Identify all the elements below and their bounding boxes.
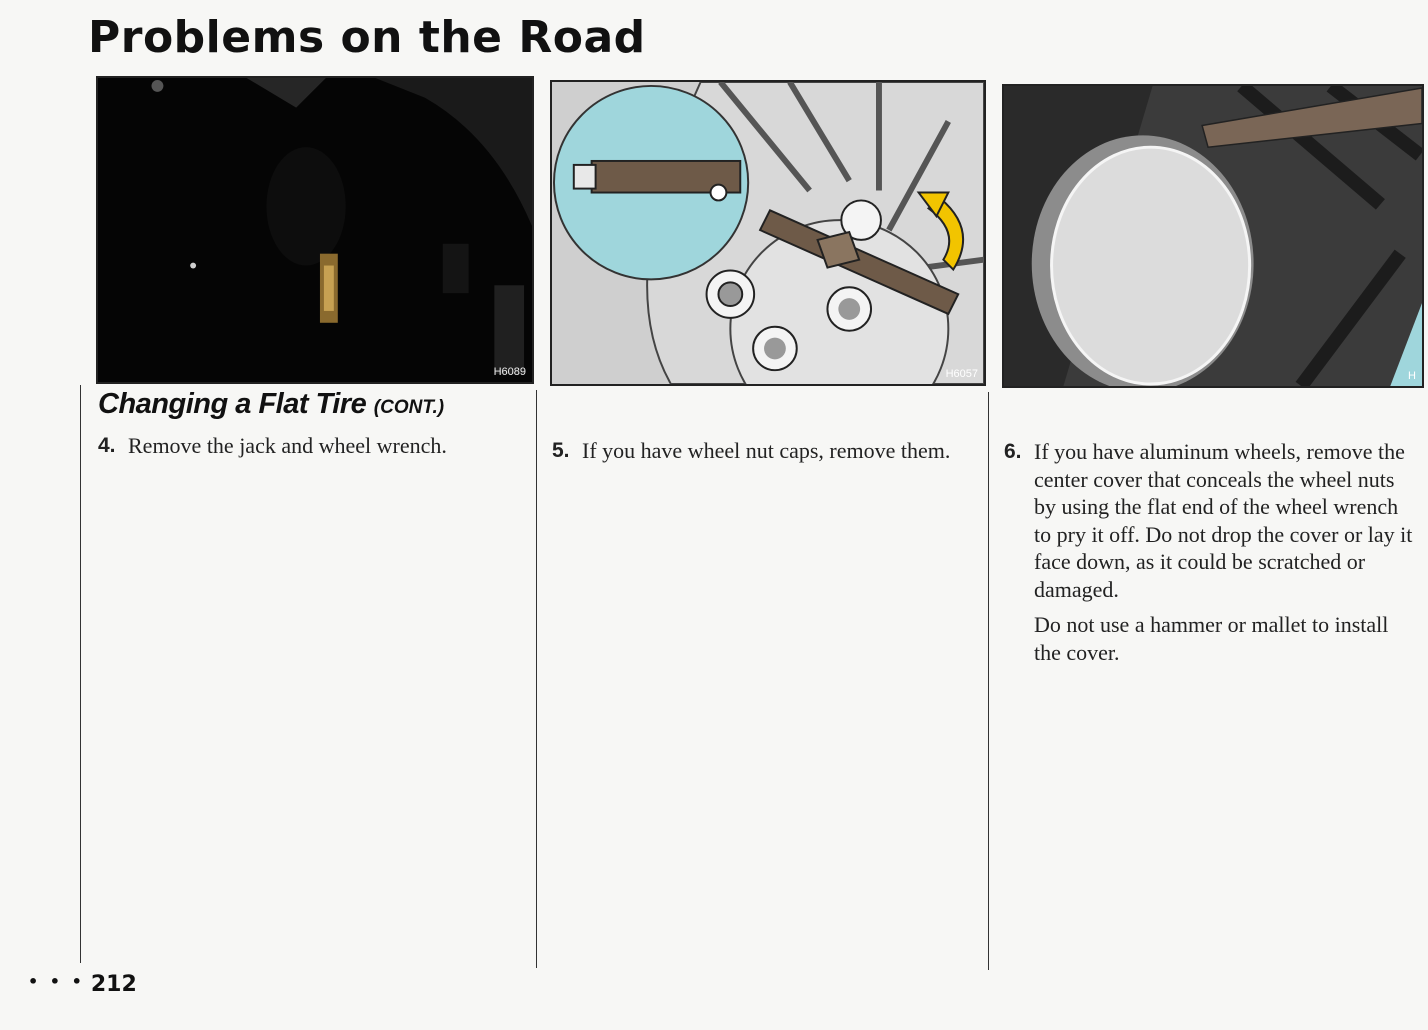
step-number: 5. (552, 439, 570, 462)
page-number-value: 212 (90, 972, 137, 997)
page-number (28, 972, 137, 997)
figure-code: H (1408, 370, 1416, 382)
step-text: Do not use a hammer or mallet to install the cover. (1034, 612, 1389, 665)
column-rule (80, 385, 81, 963)
step-text: Remove the jack and wheel wrench. (128, 433, 447, 458)
figure-nut-cap-illustration (550, 80, 986, 386)
figure-code: H6089 (493, 366, 526, 378)
section-heading-suffix: (CONT.) (373, 397, 445, 418)
page-number-dots: • • • (28, 972, 85, 991)
step-number: 6. (1004, 440, 1022, 463)
figure-jack-photo (96, 76, 534, 384)
section-heading (98, 388, 444, 421)
figure-code: H6057 (945, 368, 978, 380)
column-rule (988, 392, 989, 970)
step-text: If you have aluminum wheels, remove the center cover that conceals the wheel nuts by using the flat end of the wheel wrench to pry it off. Do not drop the cover or lay it face down, as it could be scratched or damaged. (1034, 439, 1413, 602)
step-text: If you have wheel nut caps, remove them. (582, 438, 951, 463)
section-heading-text: Changing a Flat Tire (98, 388, 367, 420)
step-number: 4. (98, 434, 116, 457)
figure-center-cover-photo (1002, 84, 1424, 388)
column-rule (536, 390, 537, 968)
step-4 (98, 432, 528, 468)
step-6 (1004, 438, 1420, 674)
page-title: Problems on the Road (88, 12, 646, 63)
step-5 (552, 437, 952, 473)
